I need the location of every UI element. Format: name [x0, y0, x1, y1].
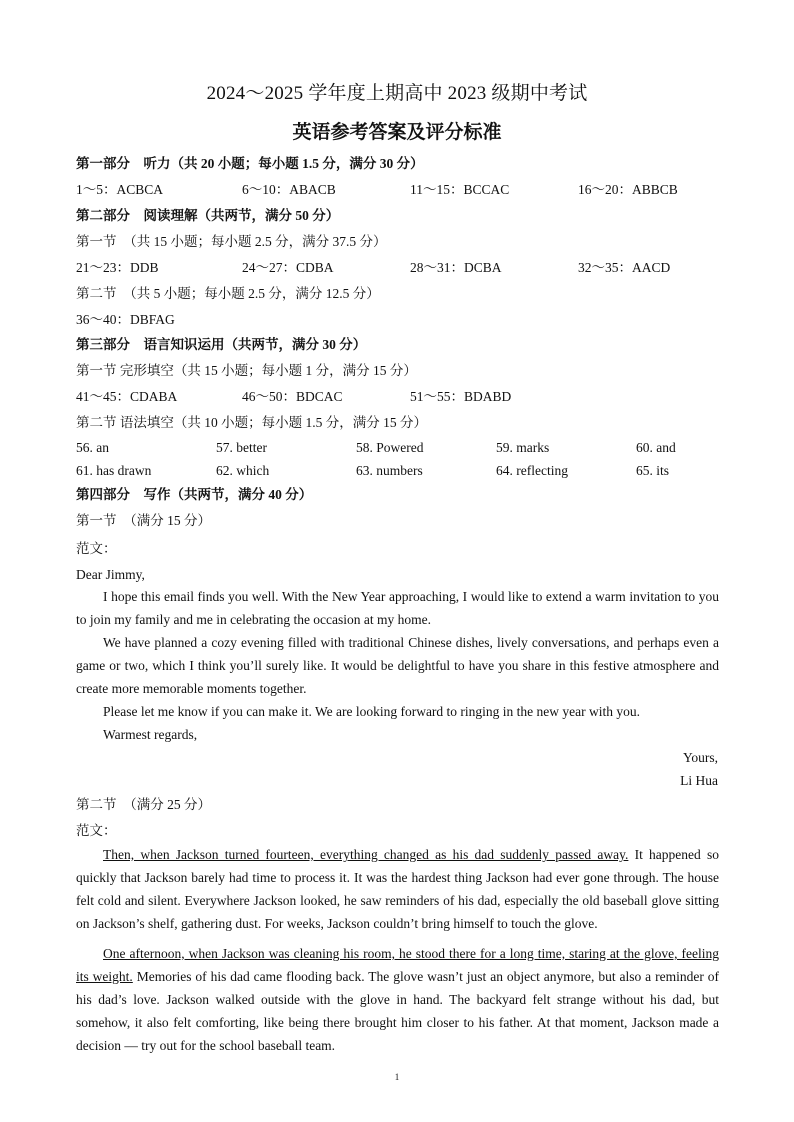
answer-group: 6～10：ABACB	[242, 182, 336, 197]
answer-group: 51～55：BDABD	[410, 389, 512, 404]
letter-closing: Warmest regards,	[103, 727, 198, 742]
grammar-answer: 59. marks	[496, 440, 550, 455]
paragraph-text: It happened so quickly that Jackson barely had time to process it. It was the hardest thing Jackson had ever gone through. The house felt cold and silent. Everywhere Jackson looked, he saw reminders of his dad, especially the old baseball glove sitting on Jackson’s shelf, gathering dust. For weeks, Jackson couldn’t bring himself to touch the glove.	[76, 847, 719, 931]
letter-paragraph: I hope this email finds you well. With the New Year approaching, I would like to extend a warm invitation to you to join my family and me in celebrating the occasion at my home.	[76, 589, 719, 627]
grammar-answer: 60. and	[636, 440, 676, 455]
answer-group: 46～50：BDCAC	[242, 389, 343, 404]
part4-section1-heading: 第一节 （满分 15 分）	[76, 513, 211, 528]
answer-group: 32～35：AACD	[578, 260, 671, 275]
answer-group: 11～15：BCCAC	[410, 182, 510, 197]
grammar-answer: 56. an	[76, 440, 109, 455]
part2-section2-heading: 第二节 （共 5 小题；每小题 2.5 分，满分 12.5 分）	[76, 286, 380, 301]
part2-section1-heading: 第一节 （共 15 小题；每小题 2.5 分，满分 37.5 分）	[76, 234, 387, 249]
grammar-answer: 62. which	[216, 463, 270, 478]
grammar-answer: 58. Powered	[356, 440, 424, 455]
story-paragraph	[76, 843, 719, 935]
grammar-answer: 57. better	[216, 440, 267, 455]
part4-heading: 第四部分 写作（共两节，满分 40 分）	[76, 487, 313, 502]
given-sentence: Then, when Jackson turned fourteen, everything changed as his dad suddenly passed away.	[103, 847, 629, 862]
grammar-answer: 64. reflecting	[496, 463, 568, 478]
part2-heading: 第二部分 阅读理解（共两节，满分 50 分）	[76, 208, 340, 223]
part1-heading: 第一部分 听力（共 20 小题；每小题 1.5 分，满分 30 分）	[76, 156, 424, 171]
answer-group: 16～20：ABBCB	[578, 182, 678, 197]
page-title: 2024～2025 学年度上期高中 2023 级期中考试	[206, 83, 588, 104]
answer-group: 21～23：DDB	[76, 260, 159, 275]
letter-paragraph: Please let me know if you can make it. We are looking forward to ringing in the new year with you.	[103, 704, 641, 719]
answer-group: 36～40：DBFAG	[76, 312, 175, 327]
grammar-answer: 63. numbers	[356, 463, 423, 478]
given-sentence: One afternoon, when Jackson was cleaning his room, he stood there for a long time, staring at the glove, feeling its weight.	[76, 946, 719, 984]
letter-signature: Li Hua	[680, 773, 718, 788]
answer-group: 28～31：DCBA	[410, 260, 502, 275]
part4-section2-heading: 第二节 （满分 25 分）	[76, 797, 211, 812]
grammar-answer: 61. has drawn	[76, 463, 152, 478]
sample-label: 范文：	[76, 823, 117, 838]
letter-paragraph: We have planned a cozy evening filled with traditional Chinese dishes, lively conversations, and perhaps even a game or two, which I think you’ll surely like. It would be delightful to have you share in this festive atmosphere and create more memorable moments together.	[76, 635, 719, 696]
grammar-answer: 65. its	[636, 463, 670, 478]
part3-section1-heading: 第一节 完形填空（共 15 小题；每小题 1 分，满分 15 分）	[76, 363, 417, 378]
answer-group: 41～45：CDABA	[76, 389, 178, 404]
answer-group: 24～27：CDBA	[242, 260, 334, 275]
paragraph-text: Memories of his dad came flooding back. The glove wasn’t just an object anymore, but also a reminder of his dad’s love. Jackson walked outside with the glove in hand. The backyard felt strange without his dad, but somehow, it also felt comforting, like being there brought him closer to his father. At that moment, Jackson made a decision — try out for the school baseball team.	[76, 969, 719, 1053]
part3-section2-heading: 第二节 语法填空（共 10 小题；每小题 1.5 分，满分 15 分）	[76, 415, 427, 430]
sample-label: 范文：	[76, 541, 117, 556]
letter-sign-off: Yours,	[682, 750, 718, 765]
answer-group: 1～5：ACBCA	[76, 182, 164, 197]
letter-salutation: Dear Jimmy,	[76, 567, 145, 582]
page-number: 1	[394, 1072, 400, 1082]
page-subtitle: 英语参考答案及评分标准	[292, 122, 502, 143]
part3-heading: 第三部分 语言知识运用（共两节，满分 30 分）	[76, 337, 367, 352]
story-paragraph	[76, 942, 719, 1057]
